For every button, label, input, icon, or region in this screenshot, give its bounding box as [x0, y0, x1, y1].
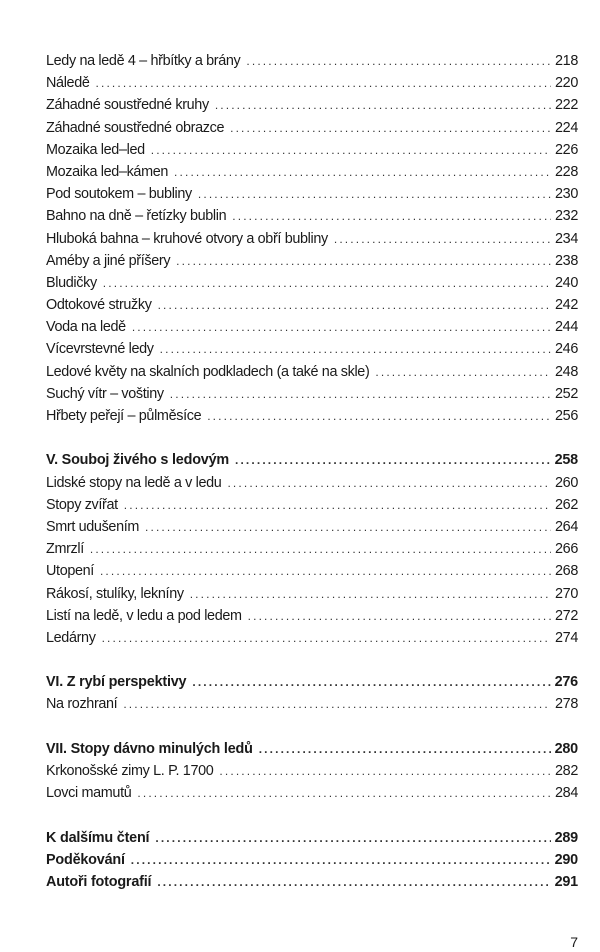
toc-entry-page: 252: [555, 385, 578, 402]
toc-entry: [46, 405, 578, 427]
dot-leader: [190, 583, 551, 605]
page-number: 7: [570, 934, 578, 950]
toc-entry-title: Listí na ledě, v ledu a pod ledem: [46, 607, 242, 624]
toc-entry-title: Utopení: [46, 563, 94, 580]
toc-entry-title: Náledě: [46, 75, 90, 92]
dot-leader: [246, 50, 551, 72]
toc-entry: [46, 782, 578, 804]
toc-entry: [46, 272, 578, 294]
toc-entry-title: Améby a jiné příšery: [46, 252, 171, 269]
toc-entry-page: 218: [555, 53, 578, 69]
dot-leader: [123, 693, 551, 715]
dot-leader: [103, 272, 551, 294]
toc-entry-title: VI. Z rybí perspektivy: [46, 674, 187, 691]
dot-leader: [259, 738, 551, 760]
toc-entry-page: 232: [555, 208, 578, 225]
toc-entry: [46, 50, 578, 72]
toc-entry-page: 238: [555, 252, 578, 269]
toc-entry-title: Krkonošské zimy L. P. 1700: [46, 763, 214, 779]
toc-entry: [46, 383, 578, 405]
dot-leader: [170, 383, 551, 405]
toc-entry: [46, 760, 578, 782]
dot-leader: [248, 605, 551, 627]
toc-entry: [46, 583, 578, 605]
toc-entry-title: Smrt udušením: [46, 518, 140, 535]
toc-entry-page: 262: [555, 496, 578, 513]
toc-entry-page: 240: [555, 274, 578, 291]
dot-leader: [176, 250, 551, 272]
dot-leader: [132, 316, 551, 338]
toc-entry: [46, 316, 578, 338]
dot-leader: [174, 161, 551, 183]
toc-entry-title: Bludičky: [46, 274, 97, 291]
toc-entry-page: 258: [554, 452, 578, 469]
toc-entry: [46, 117, 578, 139]
toc-entry: [46, 361, 578, 383]
toc-entry-title: Ledové květy na skalních podkladech (a také na skle): [46, 363, 370, 380]
toc-entry: [46, 228, 578, 250]
dot-leader: [158, 294, 551, 316]
toc-entry-title: Rákosí, stulíky, lekníny: [46, 585, 184, 602]
toc-entry-page: 291: [554, 873, 578, 890]
toc-entry-title: V. Souboj živého s ledovým: [46, 452, 229, 469]
table-of-contents: [46, 50, 578, 893]
dot-leader: [207, 405, 551, 427]
toc-entry: [46, 516, 578, 538]
toc-entry-page: 220: [555, 75, 578, 92]
dot-leader: [198, 183, 551, 205]
toc-entry-page: 222: [555, 97, 578, 114]
toc-entry-title: Pod soutokem – bubliny: [46, 186, 192, 203]
toc-entry-title: Záhadné soustředné obrazce: [46, 119, 225, 136]
toc-entry: [46, 472, 578, 494]
toc-entry: [46, 294, 578, 316]
section-gap: [46, 427, 578, 449]
dot-leader: [230, 117, 551, 139]
toc-entry-page: 230: [555, 186, 578, 203]
dot-leader: [192, 671, 550, 693]
toc-entry-title: Ledy na ledě 4 – hřbítky a brány: [46, 53, 241, 69]
toc-entry-page: 278: [555, 696, 578, 713]
dot-leader: [235, 449, 551, 471]
toc-entry-page: 248: [555, 363, 578, 380]
toc-entry-page: 256: [555, 408, 578, 424]
dot-leader: [160, 338, 551, 360]
toc-entry-page: 260: [555, 474, 578, 491]
toc-entry-title: Hluboká bahna – kruhové otvory a obří bubliny: [46, 230, 328, 247]
toc-entry: [46, 161, 578, 183]
dot-leader: [124, 494, 551, 516]
toc-entry-page: 264: [555, 518, 578, 535]
section-gap: [46, 804, 578, 826]
toc-entry: [46, 72, 578, 94]
toc-section-heading: [46, 449, 578, 471]
dot-leader: [131, 849, 551, 871]
section-gap: [46, 716, 578, 738]
toc-entry-page: 268: [555, 563, 578, 580]
toc-entry-title: Stopy zvířat: [46, 496, 118, 513]
toc-entry: [46, 338, 578, 360]
toc-entry-title: Odtokové stružky: [46, 297, 152, 314]
toc-entry-title: Vícevrstevné ledy: [46, 341, 154, 358]
toc-entry: [46, 250, 578, 272]
toc-entry-page: 290: [554, 851, 578, 868]
dot-leader: [90, 538, 551, 560]
toc-entry: [46, 538, 578, 560]
toc-entry-page: 274: [555, 629, 578, 646]
toc-entry-title: Ledárny: [46, 629, 96, 646]
toc-entry-title: Suchý vítr – voštiny: [46, 385, 164, 402]
dot-leader: [100, 560, 551, 582]
toc-entry: [46, 693, 578, 715]
dot-leader: [155, 827, 550, 849]
toc-entry-page: 242: [555, 297, 578, 314]
dot-leader: [157, 871, 550, 893]
toc-entry: [46, 627, 578, 649]
dot-leader: [215, 94, 551, 116]
toc-entry-title: Poděkování: [46, 851, 125, 868]
toc-entry-title: Na rozhraní: [46, 696, 118, 713]
dot-leader: [137, 782, 551, 804]
toc-entry: [46, 139, 578, 161]
toc-entry-title: Lovci mamutů: [46, 785, 132, 802]
dot-leader: [219, 760, 551, 782]
toc-entry-title: Voda na ledě: [46, 319, 126, 336]
toc-entry-page: 244: [555, 319, 578, 336]
toc-section-heading: [46, 738, 578, 760]
section-gap: [46, 649, 578, 671]
dot-leader: [334, 228, 551, 250]
toc-entry: [46, 205, 578, 227]
toc-entry: [46, 560, 578, 582]
toc-entry-page: 234: [555, 230, 578, 247]
toc-entry-title: Lidské stopy na ledě a v ledu: [46, 474, 222, 491]
dot-leader: [151, 139, 551, 161]
toc-entry: [46, 94, 578, 116]
toc-section-heading: [46, 849, 578, 871]
toc-section-heading: [46, 871, 578, 893]
toc-entry-page: 224: [555, 119, 578, 136]
dot-leader: [375, 361, 551, 383]
toc-entry-page: 270: [555, 585, 578, 602]
dot-leader: [232, 205, 551, 227]
toc-entry-title: Mozaika led–led: [46, 141, 145, 158]
toc-entry-title: Hřbety peřejí – půlměsíce: [46, 408, 202, 424]
toc-entry-page: 289: [554, 829, 578, 846]
toc-entry-title: VII. Stopy dávno minulých ledů: [46, 740, 253, 757]
toc-entry-page: 228: [555, 163, 578, 180]
toc-entry-page: 282: [555, 763, 578, 779]
toc-entry-title: Autoři fotografií: [46, 873, 152, 890]
dot-leader: [96, 72, 552, 94]
toc-section-heading: [46, 827, 578, 849]
dot-leader: [227, 472, 551, 494]
toc-entry-page: 284: [555, 785, 578, 802]
toc-entry: [46, 494, 578, 516]
toc-entry-page: 246: [555, 341, 578, 358]
toc-entry: [46, 605, 578, 627]
toc-entry-page: 280: [554, 740, 578, 757]
toc-entry: [46, 183, 578, 205]
toc-entry-title: Záhadné soustředné kruhy: [46, 97, 209, 114]
toc-entry-title: K dalšímu čtení: [46, 829, 150, 846]
toc-entry-title: Zmrzlí: [46, 541, 84, 558]
dot-leader: [145, 516, 551, 538]
toc-entry-title: Bahno na dně – řetízky bublin: [46, 208, 227, 225]
toc-entry-page: 276: [554, 674, 578, 691]
toc-entry-page: 226: [555, 141, 578, 158]
toc-section-heading: [46, 671, 578, 693]
toc-entry-page: 266: [555, 541, 578, 558]
toc-entry-title: Mozaika led–kámen: [46, 163, 169, 180]
toc-entry-page: 272: [555, 607, 578, 624]
dot-leader: [102, 627, 551, 649]
